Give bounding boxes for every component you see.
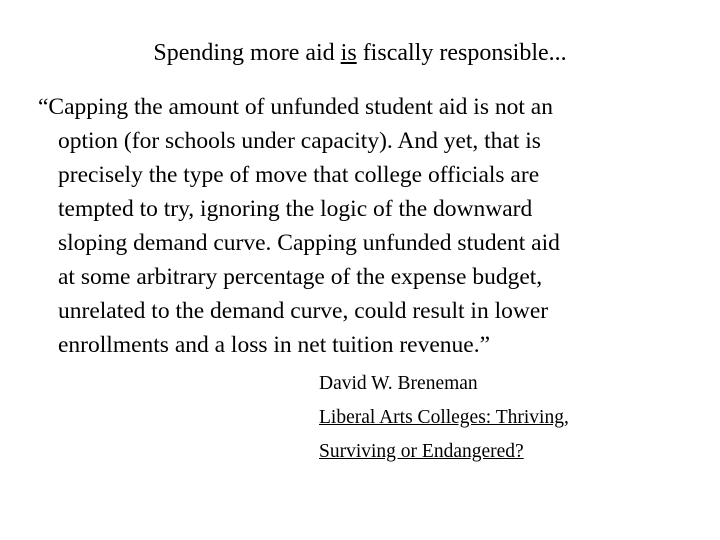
title-text-before: Spending more aid	[153, 40, 341, 66]
quote-line: unrelated to the demand curve, could result in lower	[58, 298, 549, 324]
citation-book-title: Surviving or Endangered?	[319, 441, 524, 462]
citation-book-title: Liberal Arts Colleges: Thriving,	[319, 407, 569, 428]
citation-author: David W. Breneman	[319, 373, 478, 394]
quote-line: precisely the type of move that college officials are	[58, 162, 540, 188]
quote-line: at some arbitrary percentage of the expense budget,	[58, 264, 543, 290]
quote-line: enrollments and a loss in net tuition revenue.”	[58, 332, 491, 358]
title-text-after: fiscally responsible...	[356, 40, 567, 66]
quote-block	[0, 90, 700, 362]
quote-line: tempted to try, ignoring the logic of the downward	[58, 196, 533, 222]
quote-line: “Capping the amount of unfunded student aid is not an	[38, 94, 553, 120]
citation	[319, 367, 569, 469]
slide-title	[0, 37, 720, 69]
quote-line: option (for schools under capacity). And yet, that is	[58, 128, 541, 154]
title-emphasis: is	[340, 40, 357, 66]
quote-line: sloping demand curve. Capping unfunded student aid	[58, 230, 560, 256]
